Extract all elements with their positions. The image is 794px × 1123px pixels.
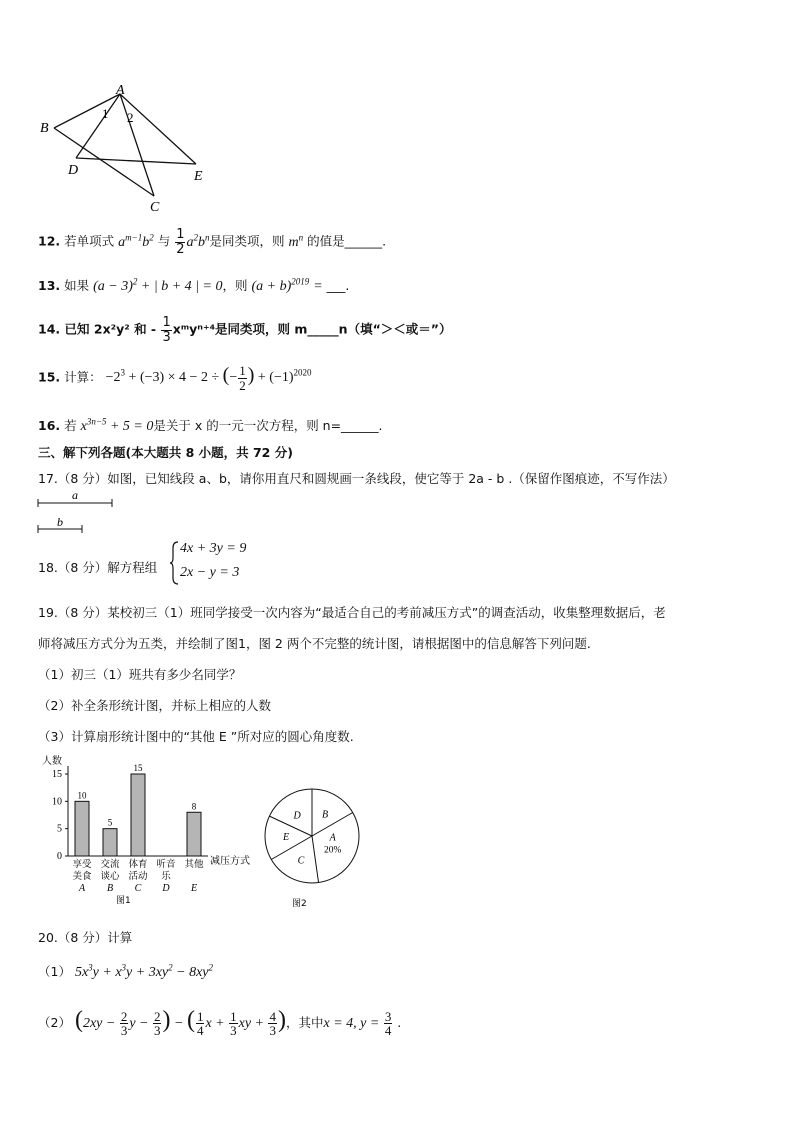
category-label: 乐 — [161, 871, 171, 882]
q12-text-c: 是同类项，则 — [209, 233, 285, 249]
point-label-e: E — [194, 169, 203, 184]
point-label-b: B — [40, 121, 49, 136]
q12-expr-3: $m^n$ — [288, 231, 304, 250]
bar-value-label: 5 — [107, 817, 113, 828]
q12-text-a: 若单项式 — [64, 233, 115, 249]
category-label: 交流 — [100, 859, 120, 870]
question-number: 13. — [38, 278, 61, 293]
q13-expr-2: $(a + b)^{2019}$ — [251, 276, 310, 294]
bar-value-label: 10 — [77, 790, 87, 801]
pie-slice-label: C — [297, 855, 305, 867]
pie-slice-label: B — [321, 809, 329, 821]
equation-1: 4x + 3y = 9 — [180, 541, 247, 556]
bar — [131, 774, 145, 856]
point-label-a: A — [116, 83, 125, 98]
bar — [187, 812, 201, 856]
equation-brace — [170, 540, 180, 586]
q14-text-b: xᵐyⁿ⁺⁴是同类项，则 m_____n（填“＞＜或＝”） — [172, 321, 452, 337]
question-number: 14. — [38, 321, 61, 337]
point-label-d: D — [68, 163, 79, 178]
question-number: 12. — [38, 233, 61, 249]
angle-label-2: 2 — [127, 110, 134, 125]
x-axis-label: 减压方式 — [210, 856, 250, 867]
bar-value-label: 15 — [133, 763, 143, 773]
category-label: 其他 — [184, 859, 204, 870]
y-axis-label: 人数 — [42, 756, 62, 767]
q12-expr-2: $a^2b^n$ — [186, 231, 210, 250]
bar-chart — [38, 752, 253, 907]
q20-where: ，其中 — [285, 1015, 324, 1030]
sub-number: （2） — [38, 1015, 71, 1030]
segment-label-b: b — [57, 515, 63, 529]
segment-label-a: a — [72, 488, 78, 502]
category-letter: A — [78, 883, 86, 894]
q20-expression-2: (2xy − $\frac{2}{3}$ y − $\frac{2}{3}$ ) − ( $\frac{1}{4}$ x + $\frac{1}{3}$ xy + $\frac{4}{3}$ ) — [74, 1007, 286, 1039]
question-20-sub1 — [38, 962, 213, 981]
y-tick-label: 5 — [57, 823, 62, 835]
point-label-c: C — [150, 200, 160, 215]
bar — [75, 801, 89, 856]
bar — [103, 829, 117, 856]
category-letter: E — [190, 883, 198, 894]
q20-expression-1: $5x^3y + x^3y + 3xy^2 - 8xy^2$ — [74, 962, 213, 980]
angle-label-1: 1 — [102, 106, 109, 121]
pie-slice-label: A — [329, 832, 336, 844]
question-13 — [38, 276, 349, 295]
segment-figure — [36, 486, 126, 534]
question-19-sub3: （3）计算扇形统计图中的“其他 E ”所对应的圆心角度数. — [38, 729, 354, 744]
q14-text-a: 已知 2x²y² 和 - — [64, 321, 157, 337]
category-label: 体育 — [128, 859, 148, 870]
q16-text-b: 是关于 x 的一元一次方程，则 n=______. — [153, 418, 383, 433]
geometry-figure — [36, 82, 226, 217]
q13-text-a: 如果 — [64, 278, 90, 293]
category-letter: D — [162, 883, 170, 894]
q16-text-a: 若 — [64, 418, 77, 433]
question-17: 17.（8 分）如图，已知线段 a、b，请你用直尺和圆规画一条线段，使它等于 2a - b .（保留作图痕迹，不写作法） — [38, 471, 675, 486]
question-20: 20.（8 分）计算 — [38, 930, 133, 945]
section-title: 三、解下列各题(本大题共 8 小题，共 72 分) — [38, 445, 293, 460]
question-number: 16. — [38, 418, 61, 433]
chart-title: 图1 — [116, 896, 131, 906]
q12-expr-1: $a^{m-1}b^2$ — [118, 231, 154, 250]
category-label: 活动 — [128, 871, 148, 882]
pie-title: 图2 — [292, 899, 307, 909]
category-label: 听音 — [156, 859, 176, 870]
y-tick-label: 10 — [52, 796, 62, 808]
category-label: 谈心 — [100, 871, 120, 882]
q13-equals: = — [313, 279, 323, 294]
q12-text-d: 的值是______. — [307, 233, 387, 249]
category-label: 享受 — [72, 859, 92, 870]
q18-text: 18.（8 分）解方程组 — [38, 560, 158, 575]
pie-slice-label: D — [293, 810, 301, 822]
question-14 — [38, 316, 452, 344]
y-tick-label: 0 — [57, 851, 62, 862]
q16-expr: $x^{3n-5} + 5 = 0$ — [80, 416, 154, 434]
question-12 — [38, 228, 386, 256]
category-letter: C — [134, 883, 142, 894]
question-number: 15. — [38, 369, 61, 385]
question-20-sub2: （2） (2xy − $\frac{2}{3}$ y − $\frac{2}{3}$ ) − ( $\frac{1}{4}$ x + $\frac{1}{3}$ xy + $\frac{4}{3}$ )，其中x = 4, y = $\frac{3}{4}$ . — [38, 1007, 402, 1039]
question-19-line1: 19.（8 分）某校初三（1）班同学接受一次内容为“最适合自己的考前减压方式”的调查活动，收集整理数据后，老 — [38, 605, 666, 620]
question-19-line2: 师将减压方式分为五类，并绘制了图1，图 2 两个不完整的统计图，请根据图中的信息解答下列问题. — [38, 636, 591, 651]
pie-slice-percent: 20% — [323, 845, 342, 856]
q14-fraction: $\frac{1}{3}$ — [162, 315, 171, 345]
category-letter: B — [106, 883, 114, 894]
equation-2: 2x − y = 3 — [180, 565, 240, 580]
bar-value-label: 8 — [191, 801, 197, 812]
q12-text-b: 与 — [157, 233, 171, 249]
question-19-sub1: （1）初三（1）班共有多少名同学？ — [38, 667, 242, 682]
question-16 — [38, 416, 383, 435]
question-19-sub2: （2）补全条形统计图，并标上相应的人数 — [38, 698, 271, 713]
question-15 — [38, 364, 312, 392]
q15-expression: $-2^3 + (-3) \times 4 - 2$ ÷ (− $\frac{1}{2}$ ) + $(-1)^{2020}$ — [105, 363, 312, 393]
q12-fraction: $\frac{1}{2}$ — [176, 227, 185, 257]
pie-chart — [262, 782, 377, 912]
y-tick-label: 15 — [52, 769, 62, 780]
category-label: 美食 — [72, 871, 92, 882]
q13-text-b: ，则 — [222, 278, 248, 293]
question-18 — [38, 558, 157, 576]
pie-slice-label: E — [282, 832, 290, 843]
q15-text-a: 计算： — [64, 369, 102, 385]
q20-conditions: x = 4, y = $\frac{3}{4}$ — [323, 1008, 392, 1039]
q13-blank: ___. — [326, 278, 350, 293]
sub-number: （1） — [38, 964, 71, 979]
q13-expr-1: $(a - 3)^2$ + | b + 4 | = 0 — [93, 276, 223, 294]
